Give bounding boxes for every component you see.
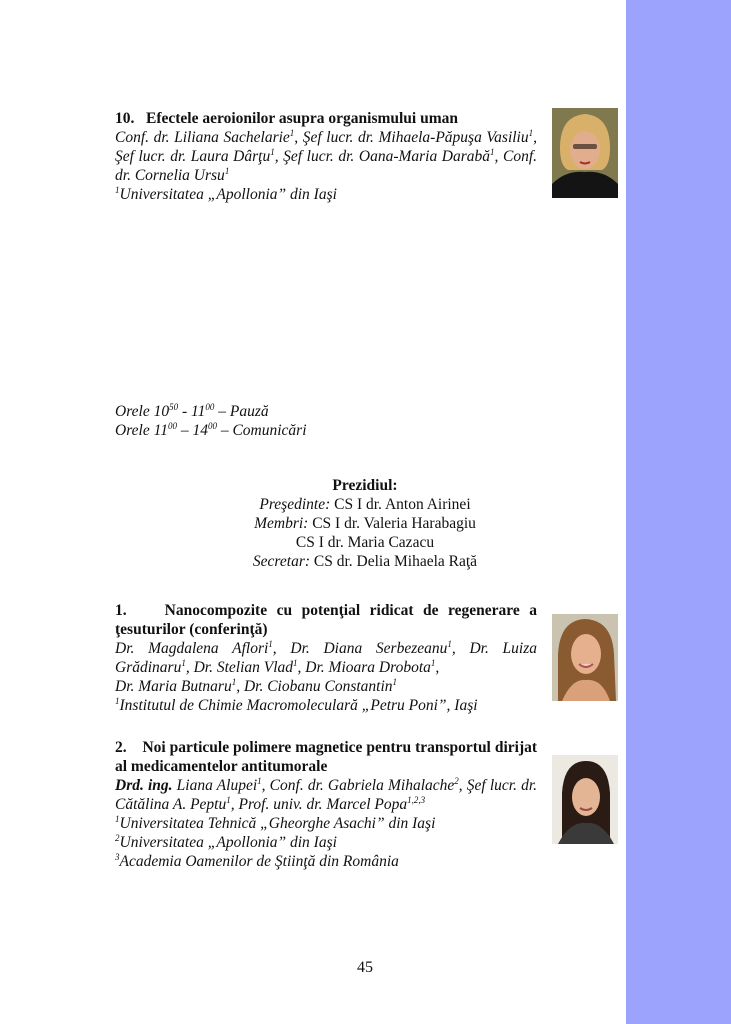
item-2-affiliation-3: $^3$Academia Oamenilor de Ştiinţă din România [115,852,399,870]
item-1-affiliation: $^1$Institutul de Chimie Macromoleculară „Petru Poni”, Iaşi [115,696,478,714]
item-10 [115,109,537,204]
author-photo-3 [552,755,618,844]
secretary-line: Secretar: CS dr. Delia Mihaela Raţă [252,553,478,570]
members-line: Membri: CS I dr. Valeria Harabagiu [254,515,476,532]
item-10-affiliation: $^1$Universitatea „Apollonia” din Iaşi [115,185,337,203]
item-10-title: 10. Efectele aeroionilor asupra organismului uman [115,110,459,127]
page-number: 45 [357,959,373,976]
communications-line: Orele $11^{00} - 14^{00}$ – Comunicări [115,421,307,439]
item-2 [115,738,537,871]
author-photo-1 [552,108,618,198]
item-10-authors: Conf. dr. Liliana Sachelarie$^1$, Şef lucr. dr. Mihaela-Păpuşa Vasiliu$^1$, Şef lucr. dr. Laura Dârţu$^1$, Şef lucr. dr. Oana-Maria Darabă$^1$, Conf. dr. Cornelia Ursu$^1$ [115,128,538,184]
schedule [115,402,537,440]
item-1 [115,601,537,715]
presidium-heading: Prezidiul: [332,477,398,494]
item-2-authors: Drd. ing. Liana Alupei$^1$, Conf. dr. Gabriela Mihalache$^2$, Şef lucr. dr. Cătălina A. Peptu$^1$, Prof. univ. dr. Marcel Popa$^{1,2,3}$ [115,776,538,813]
president-line: Preşedinte: CS I dr. Anton Airinei [259,496,471,513]
side-color-band [626,0,731,1024]
pause-line: Orele $10^{50} - 11^{00}$ – Pauză [115,402,269,420]
item-2-affiliation-2: $^2$Universitatea „Apollonia” din Iaşi [115,833,337,851]
member-2-line: CS I dr. Maria Cazacu [295,534,435,551]
item-1-title: 1. Nanocompozite cu potenţial ridicat de regenerare a ţesuturilor (conferinţă) [115,602,537,638]
item-2-title: 2. Noi particule polimere magnetice pentru transportul dirijat al medicamentelor antitumorale [115,739,538,775]
presidium [115,476,615,571]
author-photo-2 [552,614,618,701]
item-1-authors-cont: Dr. Maria Butnaru$^1$, Dr. Ciobanu Constantin$^1$ [115,677,398,695]
item-1-authors: Dr. Magdalena Aflori$^1$, Dr. Diana Serbezeanu$^1$, Dr. Luiza Grădinaru$^1$, Dr. Stelian Vlad$^1$, Dr. Mioara Drobota$^1$, [115,639,538,676]
item-2-affiliation-1: $^1$Universitatea Tehnică „Gheorghe Asachi” din Iaşi [115,814,436,832]
